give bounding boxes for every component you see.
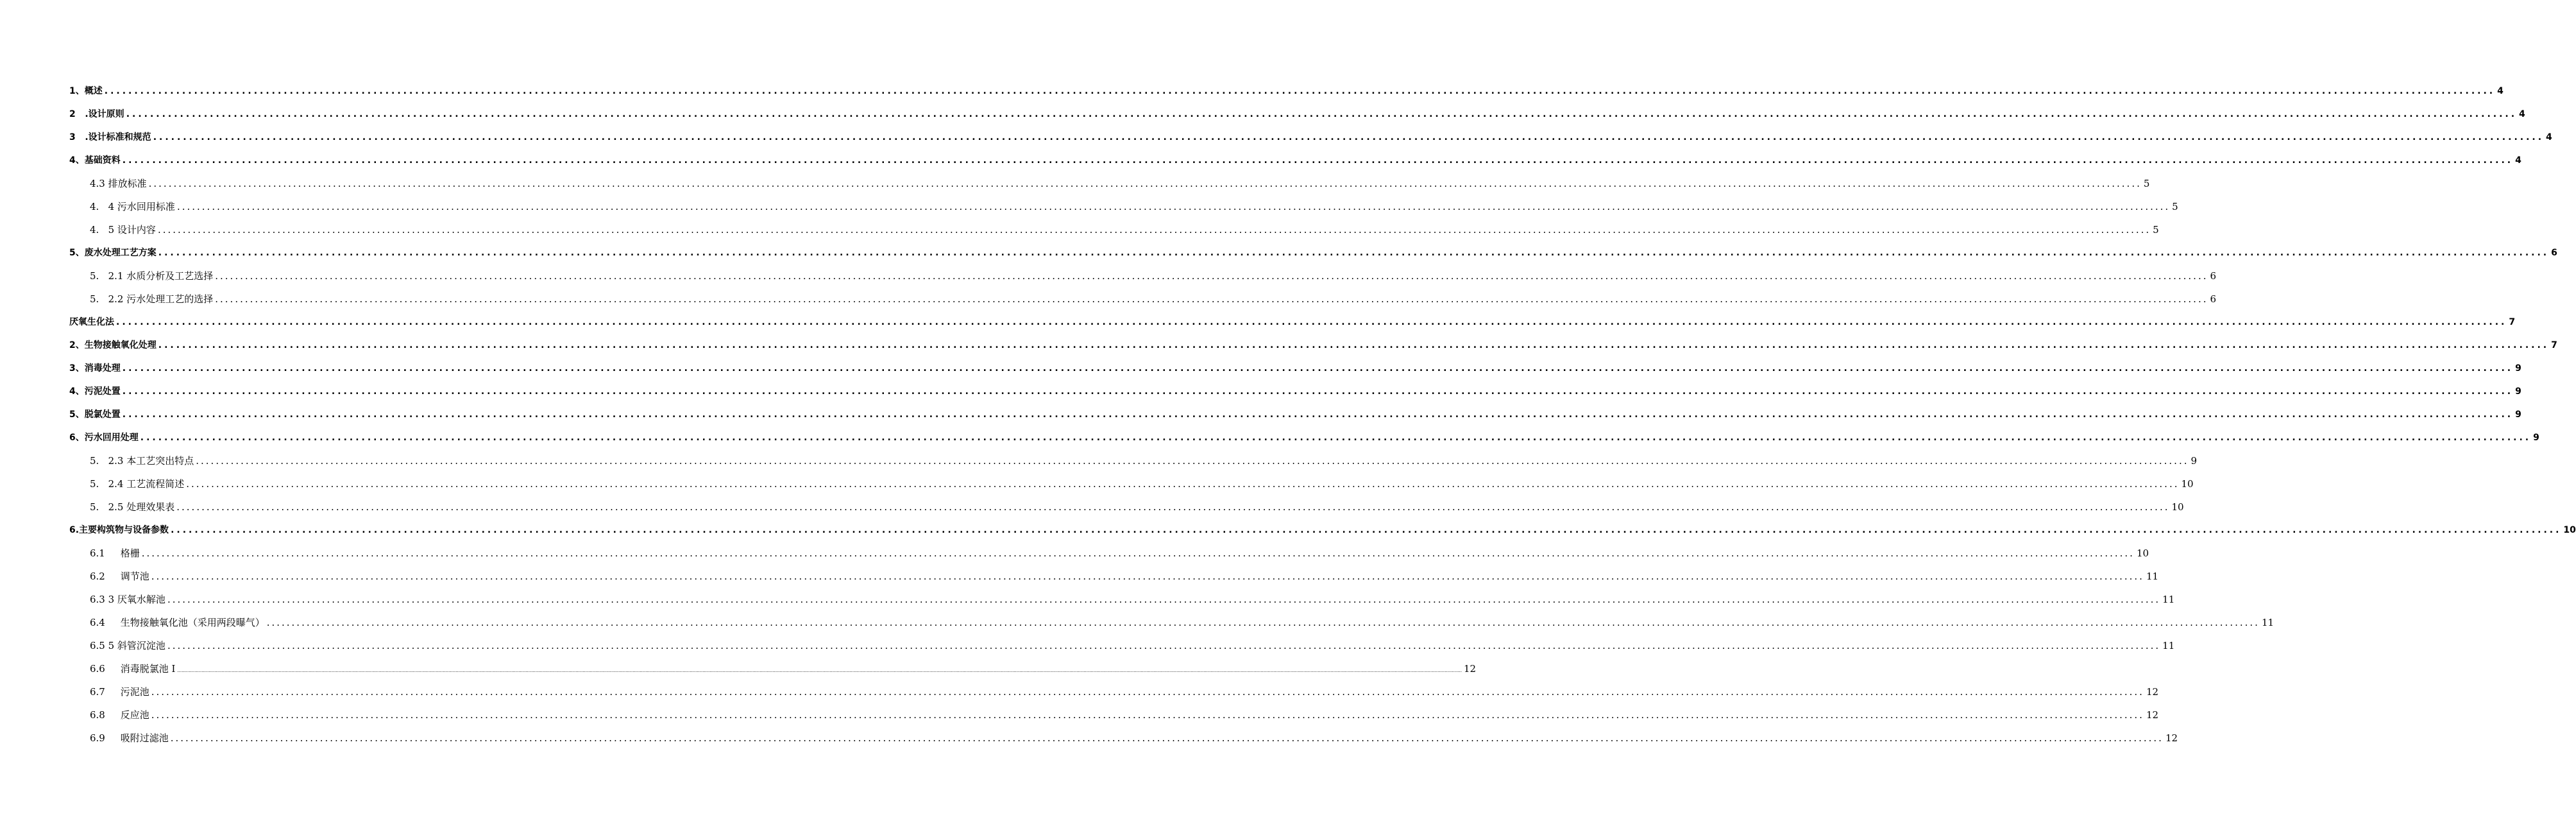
toc-entry-page-number: 9 — [2515, 363, 2521, 374]
dot-leader: ................................................................................................................................................................................................................................................................................................................................................................................................................ — [176, 501, 2170, 513]
dot-leader: ................................................................................................................................................................................................................................................................................................................................................................................................................ — [140, 433, 2532, 443]
toc-entry-page-number: 12 — [2146, 686, 2159, 698]
toc-entry[interactable] — [69, 542, 2149, 565]
toc-entry[interactable] — [69, 380, 2521, 403]
dot-leader: ................................................................................................................................................................................................................................................................................................................................................................................................................ — [104, 86, 2496, 96]
dot-leader: .................................................................................................................................................................................................................................................................................................................................................................................................................................................................................................................................................................................................................................................................................................................................................................................................................................................................................................................................... — [177, 668, 1462, 673]
toc-entry[interactable] — [69, 311, 2516, 334]
dot-leader: ................................................................................................................................................................................................................................................................................................................................................................................................................ — [151, 686, 2144, 698]
dot-leader: ................................................................................................................................................................................................................................................................................................................................................................................................................ — [158, 340, 2550, 350]
toc-entry-title: 4.3 排放标准 — [90, 178, 147, 189]
toc-entry[interactable] — [69, 241, 2557, 264]
dot-leader: ................................................................................................................................................................................................................................................................................................................................................................................................................ — [122, 386, 2514, 397]
toc-entry-page-number: 10 — [2563, 525, 2576, 535]
toc-entry-title: 4、基础资料 — [69, 155, 121, 166]
toc-entry-title: 1、概述 — [69, 86, 103, 96]
toc-entry[interactable] — [69, 103, 2525, 126]
dot-leader: ................................................................................................................................................................................................................................................................................................................................................................................................................ — [151, 571, 2144, 582]
toc-entry-title: 6.4 生物接触氧化池（采用两段曝气） — [90, 617, 265, 628]
toc-entry[interactable] — [69, 588, 2175, 611]
dot-leader: ................................................................................................................................................................................................................................................................................................................................................................................................................ — [122, 155, 2514, 166]
toc-entry[interactable] — [69, 149, 2521, 172]
toc-entry-page-number: 5 — [2172, 201, 2178, 212]
toc-entry-title: 5. 2.3 本工艺突出特点 — [90, 455, 194, 467]
toc-entry-title: 2 .设计原则 — [69, 109, 124, 119]
toc-entry[interactable] — [69, 472, 2194, 495]
toc-entry-page-number: 9 — [2190, 455, 2198, 467]
toc-entry-page-number: 10 — [2181, 478, 2194, 490]
table-of-contents — [69, 80, 2576, 750]
toc-entry-page-number: 4 — [2546, 132, 2552, 142]
dot-leader: ................................................................................................................................................................................................................................................................................................................................................................................................................ — [116, 317, 2507, 327]
toc-entry-page-number: 9 — [2515, 386, 2521, 397]
toc-entry-page-number: 7 — [2551, 340, 2557, 350]
toc-entry-title: 5. 2.4 工艺流程简述 — [90, 478, 185, 490]
toc-entry-title: 6、污水回用处理 — [69, 433, 139, 443]
toc-entry[interactable] — [69, 80, 2504, 103]
toc-entry[interactable] — [69, 495, 2184, 519]
toc-entry-page-number: 12 — [2165, 732, 2178, 744]
toc-entry-page-number: 11 — [2146, 571, 2159, 582]
toc-entry-title: 6.7 污泥池 — [90, 686, 149, 698]
dot-leader: ................................................................................................................................................................................................................................................................................................................................................................................................................ — [167, 594, 2161, 605]
dot-leader: ................................................................................................................................................................................................................................................................................................................................................................................................................ — [151, 709, 2144, 721]
toc-entry-page-number: 6 — [2551, 248, 2557, 258]
toc-entry-title: 3、消毒处理 — [69, 363, 121, 374]
toc-entry-title: 6.5 5 斜管沉淀池 — [90, 640, 165, 651]
toc-entry-page-number: 5 — [2153, 224, 2159, 236]
toc-entry[interactable] — [69, 611, 2275, 634]
dot-leader: ................................................................................................................................................................................................................................................................................................................................................................................................................ — [122, 409, 2514, 420]
dot-leader: ................................................................................................................................................................................................................................................................................................................................................................................................................ — [196, 455, 2189, 467]
toc-entry-title: 5. 2.5 处理效果表 — [90, 501, 175, 513]
toc-entry-title: 5、废水处理工艺方案 — [69, 248, 157, 258]
dot-leader: ................................................................................................................................................................................................................................................................................................................................................................................................................ — [186, 478, 2180, 490]
toc-entry-page-number: 11 — [2162, 594, 2175, 605]
dot-leader: ................................................................................................................................................................................................................................................................................................................................................................................................................ — [148, 178, 2142, 189]
toc-entry-title: 6.6 消毒脱氯池 I — [90, 663, 176, 675]
dot-leader: ................................................................................................................................................................................................................................................................................................................................................................................................................ — [126, 109, 2518, 119]
toc-entry-title: 2、生物接触氧化处理 — [69, 340, 157, 350]
dot-leader: ................................................................................................................................................................................................................................................................................................................................................................................................................ — [141, 547, 2135, 559]
dot-leader: ................................................................................................................................................................................................................................................................................................................................................................................................................ — [215, 293, 2208, 305]
toc-entry[interactable] — [69, 703, 2159, 727]
toc-entry[interactable] — [69, 680, 2159, 703]
toc-entry-title: 4、污泥处置 — [69, 386, 121, 397]
toc-entry-title: 5. 2.1 水质分析及工艺选择 — [90, 270, 214, 282]
toc-entry[interactable] — [69, 172, 2150, 195]
toc-entry-page-number: 4 — [2515, 155, 2521, 166]
dot-leader: ................................................................................................................................................................................................................................................................................................................................................................................................................ — [215, 270, 2208, 282]
toc-entry-title: 6.主要构筑物与设备参数 — [69, 525, 169, 535]
toc-entry-title: 6.3 3 厌氧水解池 — [90, 594, 165, 605]
toc-entry-page-number: 9 — [2533, 433, 2539, 443]
toc-entry[interactable] — [69, 195, 2178, 218]
toc-entry-page-number: 12 — [2146, 709, 2159, 721]
toc-entry-title: 5、脱氯处置 — [69, 409, 121, 420]
dot-leader: ................................................................................................................................................................................................................................................................................................................................................................................................................ — [167, 640, 2161, 651]
dot-leader: ................................................................................................................................................................................................................................................................................................................................................................................................................ — [266, 617, 2260, 628]
toc-entry-title: 6.9 吸附过滤池 — [90, 732, 169, 744]
toc-entry-title: 6.2 调节池 — [90, 571, 149, 582]
toc-entry[interactable] — [69, 334, 2557, 357]
toc-entry[interactable] — [69, 634, 2175, 657]
toc-entry[interactable] — [69, 657, 1477, 680]
toc-entry-title: 4. 5 设计内容 — [90, 224, 156, 236]
toc-entry-page-number: 12 — [1463, 663, 1477, 675]
toc-entry[interactable] — [69, 565, 2159, 588]
toc-entry[interactable] — [69, 288, 2217, 311]
toc-entry[interactable] — [69, 357, 2521, 380]
toc-entry-title: 4. 4 污水回用标准 — [90, 201, 175, 212]
dot-leader: ................................................................................................................................................................................................................................................................................................................................................................................................................ — [153, 132, 2545, 142]
toc-entry-page-number: 9 — [2515, 409, 2521, 420]
toc-entry-page-number: 6 — [2210, 270, 2217, 282]
dot-leader: ................................................................................................................................................................................................................................................................................................................................................................................................................ — [171, 525, 2562, 535]
toc-entry-title: 3 .设计标准和规范 — [69, 132, 151, 142]
toc-entry-page-number: 11 — [2261, 617, 2275, 628]
toc-entry-title: 6.1 格栅 — [90, 547, 140, 559]
toc-entry-page-number: 4 — [2519, 109, 2525, 119]
toc-entry-page-number: 4 — [2497, 86, 2504, 96]
toc-entry-title: 5. 2.2 污水处理工艺的选择 — [90, 293, 214, 305]
toc-entry-page-number: 10 — [2171, 501, 2184, 513]
toc-entry-page-number: 5 — [2143, 178, 2150, 189]
toc-entry-page-number: 11 — [2162, 640, 2175, 651]
dot-leader: ................................................................................................................................................................................................................................................................................................................................................................................................................ — [122, 363, 2514, 374]
dot-leader: ................................................................................................................................................................................................................................................................................................................................................................................................................ — [158, 248, 2550, 258]
toc-entry[interactable] — [69, 727, 2178, 750]
toc-entry-page-number: 10 — [2136, 547, 2149, 559]
toc-entry[interactable] — [69, 264, 2217, 288]
toc-entry-page-number: 7 — [2509, 317, 2516, 327]
toc-entry-title: 6.8 反应池 — [90, 709, 149, 721]
dot-leader: ................................................................................................................................................................................................................................................................................................................................................................................................................ — [157, 224, 2151, 236]
toc-entry[interactable] — [69, 519, 2576, 542]
dot-leader: ................................................................................................................................................................................................................................................................................................................................................................................................................ — [170, 732, 2164, 744]
toc-entry[interactable] — [69, 218, 2159, 241]
toc-entry[interactable] — [69, 426, 2539, 449]
toc-entry-title: 厌氧生化法 — [69, 317, 114, 327]
toc-entry[interactable] — [69, 403, 2521, 426]
toc-entry[interactable] — [69, 126, 2552, 149]
toc-entry-page-number: 6 — [2210, 293, 2217, 305]
dot-leader: ................................................................................................................................................................................................................................................................................................................................................................................................................ — [176, 201, 2171, 212]
toc-entry[interactable] — [69, 449, 2198, 472]
